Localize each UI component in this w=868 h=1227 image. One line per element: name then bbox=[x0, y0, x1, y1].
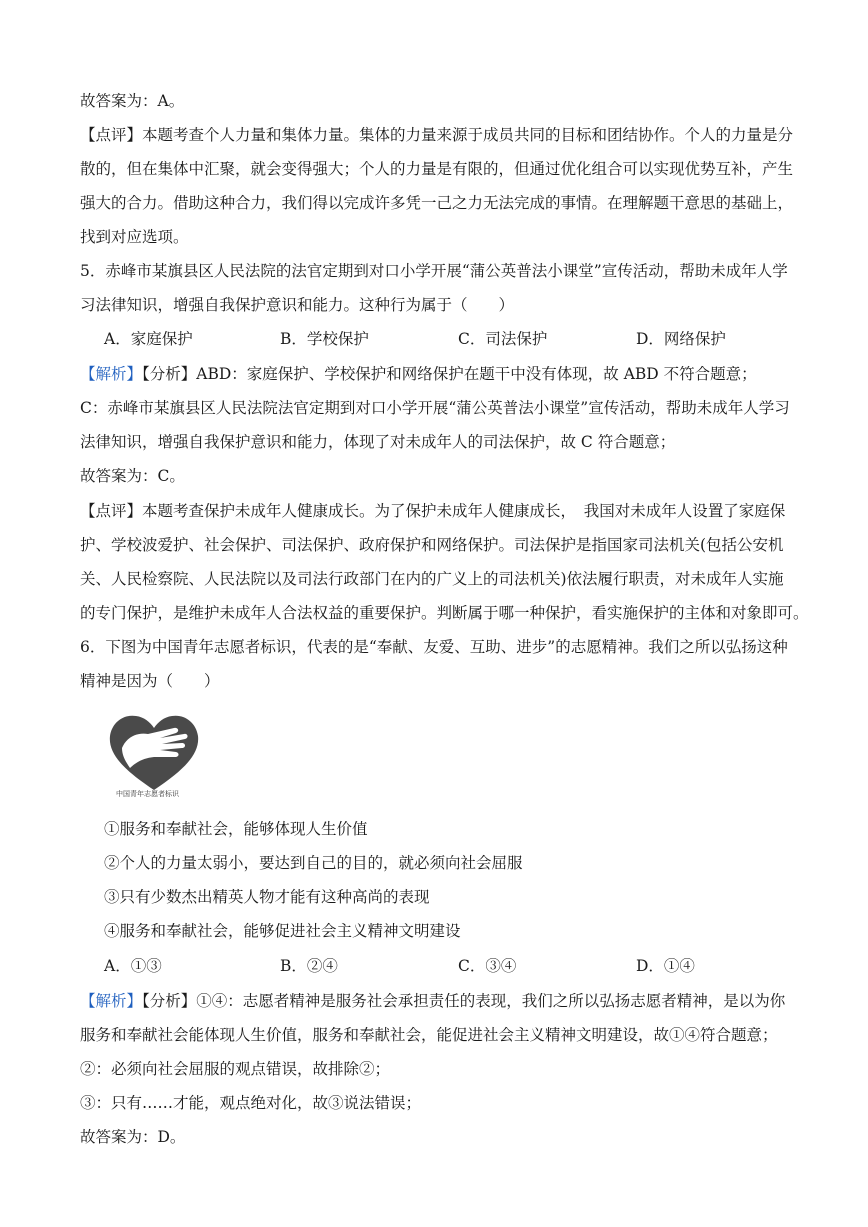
q6-option-d: D．①④ bbox=[636, 957, 695, 975]
q6-analysis-text: 【分析】①④：志愿者精神是服务社会承担责任的表现，我们之所以弘扬志愿者精神，是以为你 bbox=[142, 992, 786, 1010]
q5-analysis-tag: 【解析】 bbox=[80, 365, 143, 383]
q6-analysis-line: ②：必须向社会屈服的观点错误，故排除②； bbox=[80, 1060, 391, 1078]
q6-statement-1: ①服务和奉献社会，能够体现人生价值 bbox=[104, 820, 368, 838]
q6-option-b: B．②④ bbox=[280, 957, 338, 975]
q6-statement-2: ②个人的力量太弱小，要达到自己的目的，就必须向社会屈服 bbox=[104, 854, 523, 872]
q5-option-c: C．司法保护 bbox=[458, 330, 548, 348]
q5-answer: 故答案为：C。 bbox=[80, 467, 185, 485]
heart-hand-icon bbox=[104, 708, 204, 803]
q6-statement-3: ③只有少数杰出精英人物才能有这种高尚的表现 bbox=[104, 888, 430, 906]
q5-analysis-line bbox=[80, 364, 820, 384]
q4-comment-line: 强大的合力。借助这种合力，我们得以完成许多凭一己之力无法完成的事情。在理解题干意思的基础上， bbox=[80, 194, 794, 212]
q6-analysis-line bbox=[80, 991, 820, 1011]
q5-comment-line: 【点评】本题考查保护未成年人健康成长。为了保护未成年人健康成长， 我国对未成年人设置了家庭保 bbox=[80, 502, 786, 520]
q5-option-b: B．学校保护 bbox=[280, 330, 369, 348]
q4-answer: 故答案为：A。 bbox=[80, 92, 185, 110]
q5-analysis-line: C：赤峰市某旗县区人民法院法官定期到对口小学开展“蒲公英普法小课堂”宣传活动，帮助未成年人学习 bbox=[80, 399, 790, 417]
q5-analysis-line: 法律知识，增强自我保护意识和能力，体现了对未成年人的司法保护，故 C 符合题意； bbox=[80, 433, 676, 451]
q6-stem-line: 精神是因为（ ） bbox=[80, 672, 220, 690]
q6-option-c: C．③④ bbox=[458, 957, 517, 975]
q6-option-a: A．①③ bbox=[104, 957, 162, 975]
q4-comment-line: 散的，但在集体中汇聚，就会变得强大；个人的力量是有限的，但通过优化组合可以实现优势互补，产生 bbox=[80, 160, 794, 178]
logo-caption: 中国青年志愿者标识 bbox=[116, 790, 179, 798]
q5-stem-line: 习法律知识，增强自我保护意识和能力。这种行为属于（ ） bbox=[80, 296, 515, 314]
q5-analysis-text: 【分析】ABD：家庭保护、学校保护和网络保护在题干中没有体现，故 ABD 不符合题意； bbox=[142, 365, 757, 383]
q6-analysis-tag: 【解析】 bbox=[80, 992, 143, 1010]
q6-stem-line: 6．下图为中国青年志愿者标识，代表的是“奉献、友爱、互助、进步”的志愿精神。我们之所以弘扬这种 bbox=[80, 638, 788, 656]
q5-option-d: D．网络保护 bbox=[636, 330, 726, 348]
q5-option-a: A．家庭保护 bbox=[104, 330, 193, 348]
q6-analysis-line: 服务和奉献社会能体现人生价值，服务和奉献社会，能促进社会主义精神文明建设，故①④符合题意； bbox=[80, 1026, 778, 1044]
q6-analysis-line: ③：只有……才能，观点绝对化，故③说法错误； bbox=[80, 1094, 422, 1112]
q5-comment-line: 关、人民检察院、人民法院以及司法行政部门在内的广义上的司法机关)依法履行职责，对未成年人实施 bbox=[80, 570, 784, 588]
q5-stem-line: 5．赤峰市某旗县区人民法院的法官定期到对口小学开展“蒲公英普法小课堂”宣传活动，帮助未成年人学 bbox=[80, 262, 788, 280]
q6-answer: 故答案为：D。 bbox=[80, 1128, 186, 1146]
q5-comment-line: 的专门保护，是维护未成年人合法权益的重要保护。判断属于哪一种保护，看实施保护的主体和对象即可。 bbox=[80, 604, 809, 622]
q4-comment-line: 【点评】本题考查个人力量和集体力量。集体的力量来源于成员共同的目标和团结协作。个人的力量是分 bbox=[80, 126, 794, 144]
q5-comment-line: 护、学校波爱护、社会保护、司法保护、政府保护和网络保护。司法保护是指国家司法机关(包括公安机 bbox=[80, 536, 784, 554]
q6-statement-4: ④服务和奉献社会，能够促进社会主义精神文明建设 bbox=[104, 922, 461, 940]
q4-comment-line: 找到对应选项。 bbox=[80, 228, 189, 246]
